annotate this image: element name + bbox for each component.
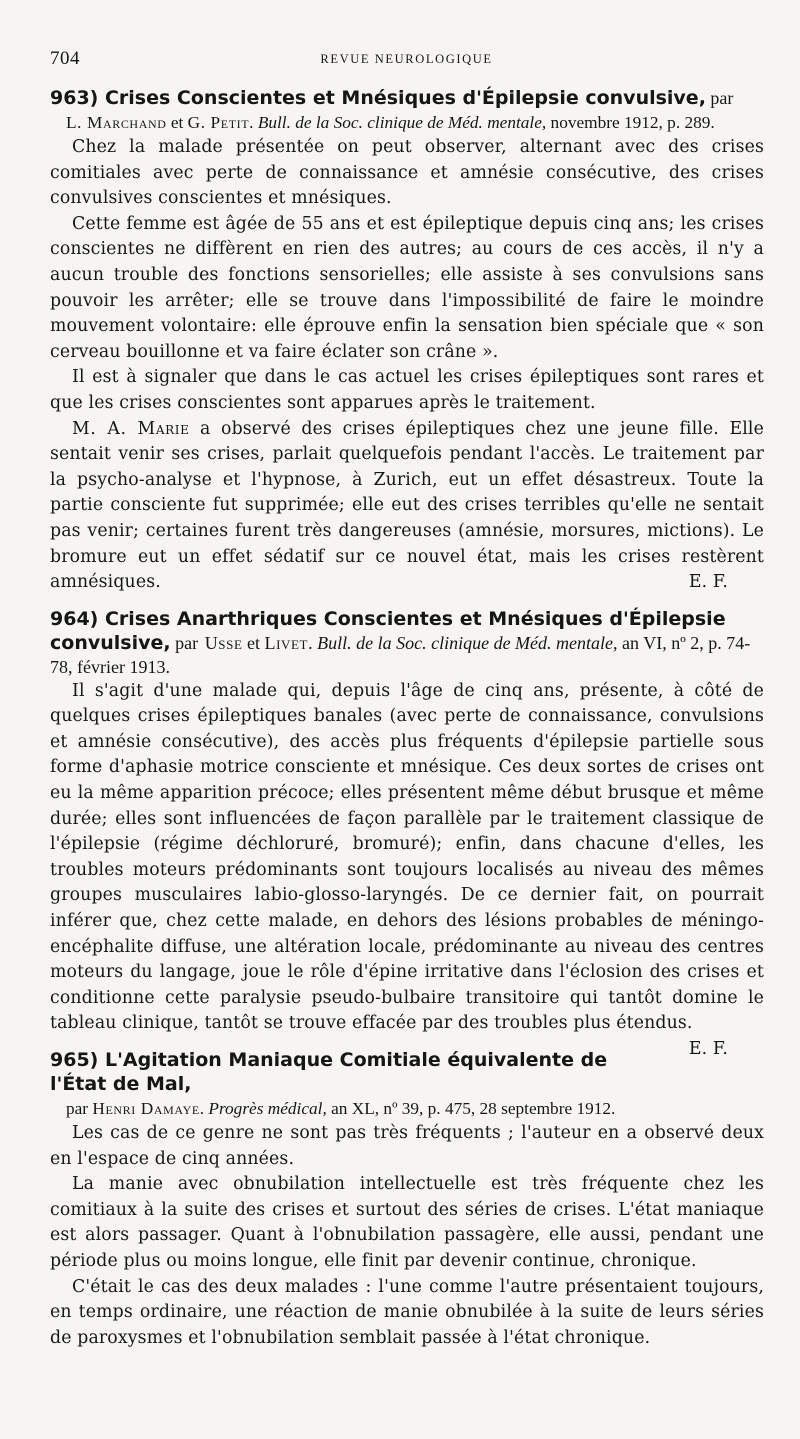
paragraph: Les cas de ce genre ne sont pas très fréquents ; l'auteur en a observé deux en l'espace de cinq années.: [50, 1123, 764, 1169]
author-name: Usse: [204, 632, 243, 653]
paragraph: C'était le cas des deux malades : l'une comme l'autre présentaient toujours, en temps ordinaire, une réaction de manie obnubilée à la suite de leurs séries de paroxysmes et l'obnubilation semblait passée à l'état chronique.: [50, 1276, 764, 1348]
paragraph: Cette femme est âgée de 55 ans et est épileptique depuis cinq ans; les crises conscientes ne diffèrent en rien des autres; au cours de ces accès, il n'y a aucun trouble des fonctions sensorielles; elle assiste à ses convulsions sans pouvoir les arrêter; elle se trouve dans l'impossibilité de faire le moindre mouvement volontaire: elle éprouve enfin la sensation bien spéciale que « son cerveau bouillonne et va faire éclater son crâne ».: [50, 213, 764, 362]
citation-details: an VI, nº 2, p. 74-78, février 1913.: [50, 632, 751, 677]
abstract-number: 964): [50, 607, 99, 630]
conjunction: et: [166, 113, 188, 132]
abstract-title: [50, 1048, 764, 1096]
author-name: L. Marchand: [66, 113, 167, 132]
author-name: Livet: [264, 632, 309, 653]
paragraph: Chez la malade présentée on peut observer, alternant avec des crises comitiales avec perte de connaissance et amnésie consécutive, des crises convulsives conscientes et mnésiques.: [50, 137, 764, 209]
paragraph: [50, 679, 764, 1059]
citation-details: an XL, nº 39, p. 475, 28 septembre 1912.: [326, 1099, 616, 1118]
paragraph: La manie avec obnubilation intellectuelle est très fréquente chez les comitiaux à la suite des crises et surtout des séries de crises. L'état maniaque est alors passager. Quant à l'obnubilation passagère, elle aussi, pendant une période plus ou moins longue, elle finit par devenir continue, chronique.: [50, 1174, 764, 1271]
abstract-963: [50, 86, 764, 596]
signature: E. F.: [688, 572, 728, 593]
separator: .: [308, 632, 318, 653]
journal-name: Bull. de la Soc. clinique de Méd. mentale,: [317, 632, 618, 653]
abstract-title-text: Crises Conscientes et Mnésiques d'Épilepsie convulsive,: [104, 87, 706, 109]
paragraph-text: a observé des crises épileptiques chez une jeune fille. Elle sentait venir ses crises, parlait quelquefois pendant l'accès. Le traitement par la psycho-analyse et l'hypnose, à Zurich, eut un effet désastreux. Toute la partie consciente fut supprimée; elle eut des crises terribles qu'elle ne sentait pas venir; certaines furent très dangereuses (amnésie, morsures, mictions). Le bromure eut un effet sédatif sur ce nouvel état, mais les crises restèrent amnésiques.: [50, 418, 764, 593]
author-name: G. Petit: [187, 113, 250, 132]
abstract-title: [50, 607, 764, 679]
journal-name: Bull. de la Soc. clinique de Méd. mentale,: [257, 113, 547, 132]
author-name: M. A. Marie: [72, 418, 190, 439]
page-header: [50, 48, 763, 74]
paragraph: [50, 417, 764, 596]
abstract-title-text: L'Agitation Maniaque Comitiale équivalente de l'État de Mal,: [50, 1049, 608, 1095]
citation: [50, 1096, 764, 1121]
abstract-title-text: Crises Anarthriques Conscientes et Mnésiques d'Épilepsie convulsive,: [50, 607, 726, 654]
by-word: par: [705, 88, 734, 108]
page-content: [50, 86, 764, 1362]
citation-details: novembre 1912, p. 289.: [546, 113, 715, 132]
citation: [50, 110, 764, 135]
signature: E. F.: [688, 1039, 728, 1059]
abstract-number: 963): [50, 87, 99, 109]
author-name: Henri Damaye: [92, 1099, 200, 1118]
abstract-965: [50, 1048, 764, 1351]
by-word: par: [170, 632, 199, 653]
separator: .: [249, 113, 258, 132]
conjunction: et: [242, 632, 265, 653]
by-word: par: [66, 1099, 93, 1118]
journal-name: Progrès médical,: [208, 1099, 327, 1118]
running-head: REVUE NEUROLOGIQUE: [320, 52, 493, 66]
separator: .: [199, 1099, 209, 1118]
page-number: 704: [50, 48, 80, 69]
paragraph-text: Il s'agit d'une malade qui, depuis l'âge de cinq ans, présente, à côté de quelques crises épileptiques banales (avec perte de connaissance, convulsions et amnésie consécutive), des accès plus fréquents d'épilepsie partielle sous forme d'aphasie motrice consciente et mnésique. Ces deux sortes de crises ont eu la même apparition précoce; elles présentent même début brusque et même durée; elles sont influencées de façon parallèle par le traitement classique de l'épilepsie (régime déchloruré, bromuré); enfin, dans chacune d'elles, les troubles moteurs prédominants sont toujours localisés au niveau des mêmes groupes musculaires labio-glosso-laryngés. De ce dernier fait, on pourrait inférer que, chez cette malade, en dehors des lésions probables de méningo-encéphalite diffuse, une altération locale, prédominante au niveau des centres moteurs du langage, joue le rôle d'épine irritative dans l'éclosion des crises et conditionne cette paralysie pseudo-bulbaire transitoire qui tantôt domine le tableau clinique, tantôt se trouve effacée par des troubles plus étendus.: [50, 680, 764, 1034]
abstract-number: 965): [50, 1049, 99, 1071]
paragraph: Il est à signaler que dans le cas actuel les crises épileptiques sont rares et que les crises conscientes sont apparues après le traitement.: [50, 367, 764, 413]
abstract-964: [50, 607, 764, 1059]
abstract-title: [50, 86, 764, 110]
